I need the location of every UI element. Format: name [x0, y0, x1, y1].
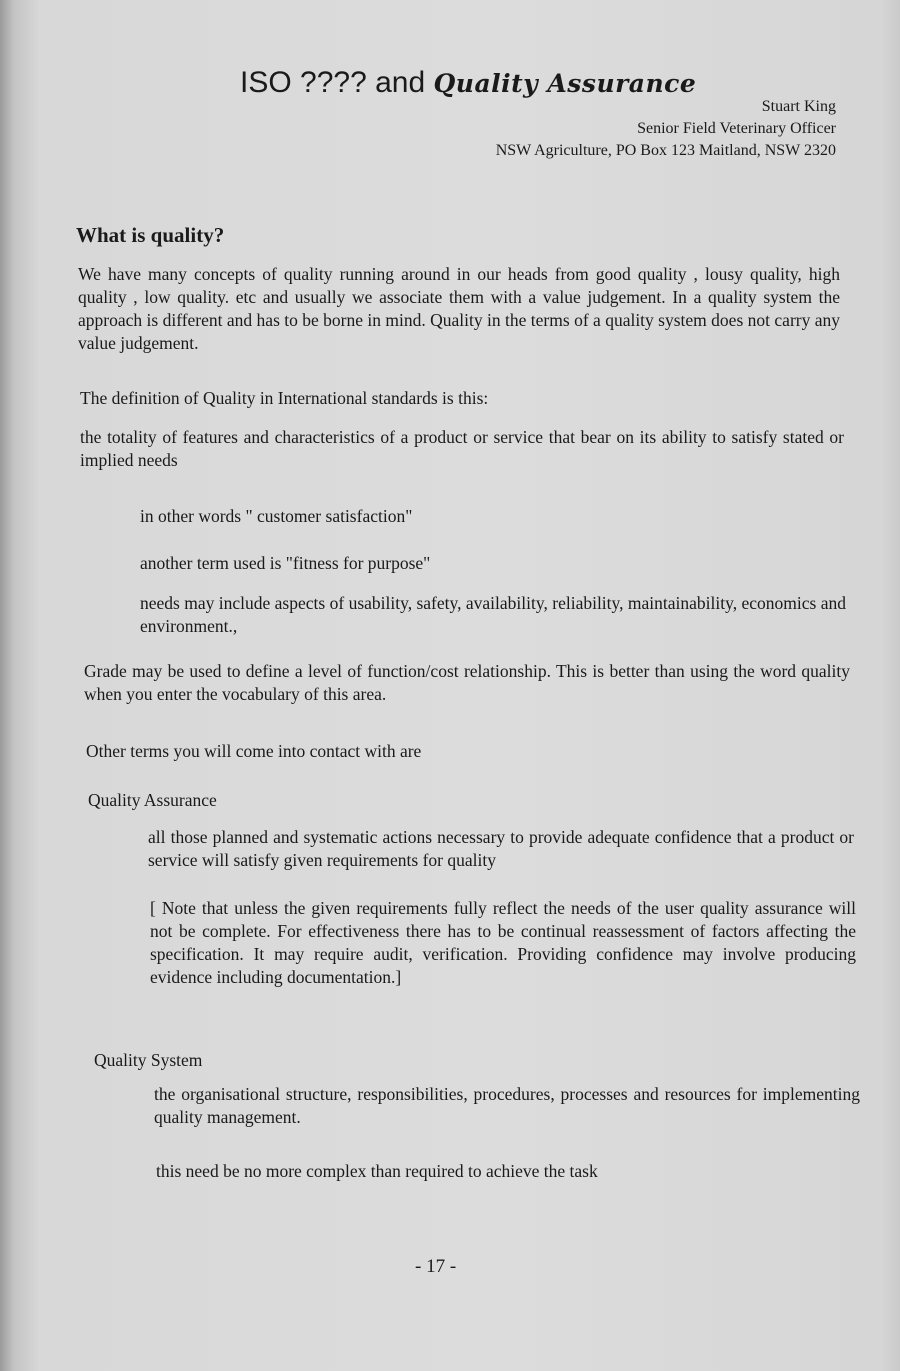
- paragraph-qa-definition: all those planned and systematic actions necessary to provide adequate confidence that a product or service will satisfy given requirements for quality: [148, 827, 854, 870]
- label-quality-system: Quality System: [94, 1050, 203, 1070]
- label-quality-assurance: Quality Assurance: [88, 790, 217, 810]
- title-prefix: ISO ???? and: [240, 66, 434, 99]
- title-script: Quality Assurance: [433, 69, 697, 98]
- paragraph-definition-intro: The definition of Quality in International standards is this:: [80, 388, 489, 408]
- paragraph-quality-concepts: We have many concepts of quality running around in our heads from good quality , lousy quality, high quality , low quality. etc and usually we associate them with a value judgement. In a quality system the approach is different and has to be borne in mind. Quality in the terms of a quality system does not carry any value judgement.: [78, 264, 840, 353]
- author-role: Senior Field Veterinary Officer: [637, 120, 836, 137]
- paragraph-fitness-for-purpose: another term used is "fitness for purpose": [140, 553, 431, 573]
- author-address: NSW Agriculture, PO Box 123 Maitland, NSW 2320: [495, 142, 836, 159]
- author-name: Stuart King: [761, 98, 836, 115]
- paragraph-qs-definition: the organisational structure, responsibilities, procedures, processes and resources for implementing quality management.: [154, 1084, 860, 1127]
- document-title: [240, 66, 696, 100]
- page-number: - 17 -: [415, 1256, 457, 1277]
- paragraph-customer-satisfaction: in other words " customer satisfaction": [140, 506, 413, 526]
- paragraph-other-terms: Other terms you will come into contact with are: [86, 741, 422, 761]
- paragraph-grade: Grade may be used to define a level of function/cost relationship. This is better than using the word quality when you enter the vocabulary of this area.: [84, 661, 850, 704]
- section-heading: What is quality?: [76, 223, 225, 247]
- paragraph-qs-note: this need be no more complex than required to achieve the task: [156, 1161, 598, 1181]
- paragraph-definition: the totality of features and characteristics of a product or service that bear on its ability to satisfy stated or implied needs: [80, 427, 844, 470]
- paragraph-needs: needs may include aspects of usability, safety, availability, reliability, maintainability, economics and environment.,: [140, 593, 846, 636]
- paragraph-qa-note: [ Note that unless the given requirements fully reflect the needs of the user quality assurance will not be complete. For effectiveness there has to be continual reassessment of factors affecting the specification. It may require audit, verification. Providing confidence may involve producing evidence including documentation.]: [150, 898, 856, 987]
